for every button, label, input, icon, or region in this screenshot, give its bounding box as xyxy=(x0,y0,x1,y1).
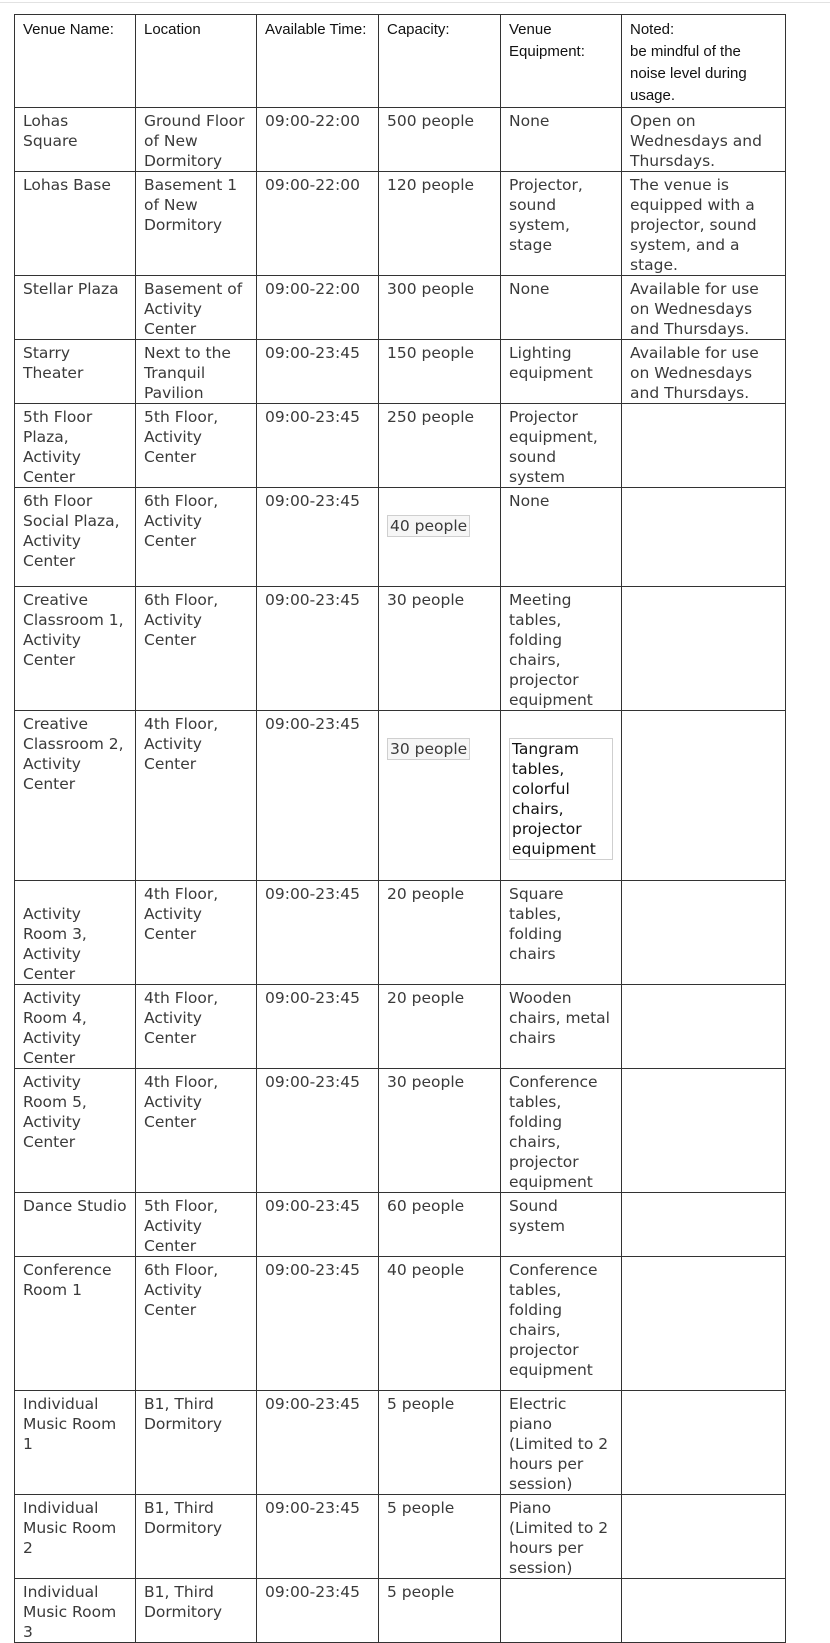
equipment-cell: Piano (Limited to 2 hours per session) xyxy=(501,1495,622,1579)
note-cell xyxy=(622,711,786,881)
location-cell: 4th Floor, Activity Center xyxy=(136,1069,257,1193)
venue-name-cell: Stellar Plaza xyxy=(15,276,136,340)
header-noted xyxy=(622,15,786,108)
header-available-time: Available Time: xyxy=(257,15,379,108)
capacity-cell: 5 people xyxy=(379,1391,501,1495)
venue-name-cell: 5th Floor Plaza, Activity Center xyxy=(15,404,136,488)
capacity-cell: 150 people xyxy=(379,340,501,404)
capacity-cell: 30 people xyxy=(379,1069,501,1193)
capacity-highlight: 30 people xyxy=(387,738,470,760)
table-row xyxy=(15,1495,786,1579)
location-cell: 5th Floor, Activity Center xyxy=(136,1193,257,1257)
capacity-cell: 5 people xyxy=(379,1495,501,1579)
time-cell: 09:00-23:45 xyxy=(257,985,379,1069)
location-cell: 4th Floor, Activity Center xyxy=(136,711,257,881)
table-row xyxy=(15,711,786,881)
equipment-cell: Square tables, folding chairs xyxy=(501,881,622,985)
venue-name-cell: Lohas Square xyxy=(15,108,136,172)
capacity-highlight: 40 people xyxy=(387,515,470,537)
note-cell xyxy=(622,985,786,1069)
equipment-cell: Sound system xyxy=(501,1193,622,1257)
table-row xyxy=(15,172,786,276)
venue-name-cell: Starry Theater xyxy=(15,340,136,404)
capacity-cell: 5 people xyxy=(379,1579,501,1643)
table-row xyxy=(15,108,786,172)
capacity-cell xyxy=(379,488,501,587)
venue-name-cell: Conference Room 1 xyxy=(15,1257,136,1391)
equipment-cell: Meeting tables, folding chairs, projector equipment xyxy=(501,587,622,711)
time-cell: 09:00-23:45 xyxy=(257,340,379,404)
capacity-cell xyxy=(379,711,501,881)
note-cell xyxy=(622,1069,786,1193)
table-row xyxy=(15,276,786,340)
capacity-cell: 20 people xyxy=(379,881,501,985)
note-cell xyxy=(622,881,786,985)
capacity-cell: 60 people xyxy=(379,1193,501,1257)
note-cell xyxy=(622,404,786,488)
capacity-cell: 250 people xyxy=(379,404,501,488)
capacity-cell: 120 people xyxy=(379,172,501,276)
note-cell xyxy=(622,1257,786,1391)
location-cell: Next to the Tranquil Pavilion xyxy=(136,340,257,404)
table-row xyxy=(15,587,786,711)
venue-name-cell: Creative Classroom 2, Activity Center xyxy=(15,711,136,881)
capacity-cell: 20 people xyxy=(379,985,501,1069)
header-location: Location xyxy=(136,15,257,108)
table-row xyxy=(15,340,786,404)
equipment-cell: Projector equipment, sound system xyxy=(501,404,622,488)
location-cell: Ground Floor of New Dormitory xyxy=(136,108,257,172)
note-cell xyxy=(622,1193,786,1257)
location-cell: 6th Floor, Activity Center xyxy=(136,587,257,711)
note-cell xyxy=(622,488,786,587)
venue-name-cell: 6th Floor Social Plaza, Activity Center xyxy=(15,488,136,587)
time-cell: 09:00-23:45 xyxy=(257,1495,379,1579)
note-cell xyxy=(622,587,786,711)
page-top-line xyxy=(0,2,830,3)
capacity-cell: 30 people xyxy=(379,587,501,711)
header-venue-name: Venue Name: xyxy=(15,15,136,108)
location-cell: B1, Third Dormitory xyxy=(136,1579,257,1643)
equipment-cell: None xyxy=(501,488,622,587)
equipment-cell: None xyxy=(501,108,622,172)
header-capacity: Capacity: xyxy=(379,15,501,108)
header-row xyxy=(15,15,786,108)
equipment-cell: None xyxy=(501,276,622,340)
venue-name-cell: Individual Music Room 2 xyxy=(15,1495,136,1579)
time-cell: 09:00-23:45 xyxy=(257,587,379,711)
venue-table xyxy=(14,14,786,1643)
table-row xyxy=(15,488,786,587)
location-cell: 5th Floor, Activity Center xyxy=(136,404,257,488)
time-cell: 09:00-22:00 xyxy=(257,172,379,276)
venue-name-cell: Individual Music Room 3 xyxy=(15,1579,136,1643)
location-cell: 6th Floor, Activity Center xyxy=(136,1257,257,1391)
capacity-cell: 300 people xyxy=(379,276,501,340)
table-row xyxy=(15,881,786,985)
capacity-cell: 500 people xyxy=(379,108,501,172)
venue-name-cell: Activity Room 5, Activity Center xyxy=(15,1069,136,1193)
time-cell: 09:00-23:45 xyxy=(257,711,379,881)
time-cell: 09:00-22:00 xyxy=(257,276,379,340)
header-venue-equipment: Venue Equipment: xyxy=(501,15,622,108)
location-cell: 4th Floor, Activity Center xyxy=(136,881,257,985)
time-cell: 09:00-23:45 xyxy=(257,881,379,985)
time-cell: 09:00-23:45 xyxy=(257,1257,379,1391)
location-cell: Basement of Activity Center xyxy=(136,276,257,340)
note-cell xyxy=(622,1579,786,1643)
header-noted-text: be mindful of the noise level during usage. xyxy=(630,43,747,104)
venue-name-cell: Dance Studio xyxy=(15,1193,136,1257)
table-row xyxy=(15,404,786,488)
location-cell: 4th Floor, Activity Center xyxy=(136,985,257,1069)
note-cell: Available for use on Wednesdays and Thursdays. xyxy=(622,340,786,404)
table-row xyxy=(15,1391,786,1495)
venue-name-cell: Individual Music Room 1 xyxy=(15,1391,136,1495)
venue-name-cell: Lohas Base xyxy=(15,172,136,276)
time-cell: 09:00-22:00 xyxy=(257,108,379,172)
location-cell: B1, Third Dormitory xyxy=(136,1495,257,1579)
equipment-cell: Conference tables, folding chairs, projector equipment xyxy=(501,1257,622,1391)
venue-name-cell: Activity Room 4, Activity Center xyxy=(15,985,136,1069)
time-cell: 09:00-23:45 xyxy=(257,404,379,488)
equipment-cell xyxy=(501,1579,622,1643)
equipment-cell xyxy=(501,711,622,881)
time-cell: 09:00-23:45 xyxy=(257,1193,379,1257)
table-row xyxy=(15,985,786,1069)
time-cell: 09:00-23:45 xyxy=(257,1579,379,1643)
equipment-cell: Wooden chairs, metal chairs xyxy=(501,985,622,1069)
time-cell: 09:00-23:45 xyxy=(257,488,379,587)
equipment-cell: Electric piano (Limited to 2 hours per session) xyxy=(501,1391,622,1495)
table-row xyxy=(15,1193,786,1257)
note-cell: Open on Wednesdays and Thursdays. xyxy=(622,108,786,172)
location-cell: B1, Third Dormitory xyxy=(136,1391,257,1495)
time-cell: 09:00-23:45 xyxy=(257,1069,379,1193)
venue-name-cell: Activity Room 3, Activity Center xyxy=(15,881,136,985)
note-cell xyxy=(622,1391,786,1495)
venue-name-cell: Creative Classroom 1, Activity Center xyxy=(15,587,136,711)
table-row xyxy=(15,1069,786,1193)
equipment-cell: Lighting equipment xyxy=(501,340,622,404)
note-cell: Available for use on Wednesdays and Thursdays. xyxy=(622,276,786,340)
header-noted-title: Noted: xyxy=(630,21,675,38)
note-cell xyxy=(622,1495,786,1579)
table-row xyxy=(15,1257,786,1391)
time-cell: 09:00-23:45 xyxy=(257,1391,379,1495)
table-row xyxy=(15,1579,786,1643)
location-cell: Basement 1 of New Dormitory xyxy=(136,172,257,276)
equipment-cell: Projector, sound system, stage xyxy=(501,172,622,276)
equipment-highlight: Tangram tables, colorful chairs, projector equipment xyxy=(509,738,613,860)
note-cell: The venue is equipped with a projector, sound system, and a stage. xyxy=(622,172,786,276)
location-cell: 6th Floor, Activity Center xyxy=(136,488,257,587)
capacity-cell: 40 people xyxy=(379,1257,501,1391)
equipment-cell: Conference tables, folding chairs, projector equipment xyxy=(501,1069,622,1193)
